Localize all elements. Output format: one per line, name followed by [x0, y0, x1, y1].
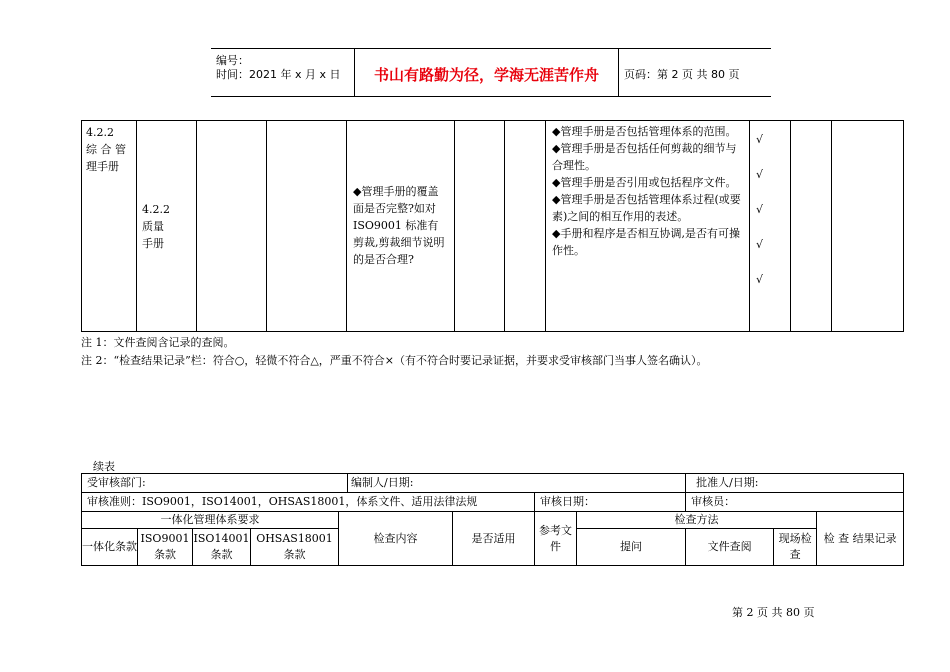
col-iso14001: ISO14001 条款 [193, 529, 251, 566]
empty-cell [832, 121, 904, 332]
auditor: 审核员： [686, 493, 904, 512]
check-mark: √ [756, 203, 764, 216]
col-iso9001: ISO9001 条款 [138, 529, 193, 566]
sub-clause-number: 4.2.2 [142, 203, 170, 216]
motto: 书山有路勤为径，学海无涯苦作舟 [373, 66, 599, 84]
empty-cell [505, 121, 546, 332]
empty-cell [791, 121, 832, 332]
empty-cell [455, 121, 505, 332]
question-item: ◆管理手册是否包括管理体系过程(或要素)之间的相互作用的表述。 [552, 193, 741, 223]
check-marks-cell [750, 121, 791, 332]
applicable-header: 是否适用 [453, 512, 535, 566]
audit-table [81, 120, 904, 332]
header-bottom-rule [211, 96, 771, 97]
col-doc: 文件查阅 [686, 529, 774, 566]
clause-name: 综 合 管 理手册 [86, 143, 126, 173]
check-mark: √ [756, 168, 764, 181]
question-item: ◆管理手册是否包括管理体系的范围。 [552, 125, 737, 138]
questions-cell [546, 121, 750, 332]
sub-clause-cell [137, 121, 197, 332]
empty-cell [267, 121, 347, 332]
col-integrated: 一体化条款 [82, 529, 138, 566]
audited-dept: 受审核部门: [82, 474, 348, 493]
col-ask: 提问 [577, 529, 686, 566]
check-method-header: 检查方法 [577, 512, 817, 529]
result-header: 检 查 结果记录 [817, 512, 904, 566]
continued-title: 续表 [93, 460, 115, 473]
check-content-header: 检查内容 [339, 512, 453, 566]
question-item: ◆手册和程序是否相互协调,是否有可操作性。 [552, 227, 740, 257]
serial-label: 编号： [216, 54, 249, 67]
question-item: ◆管理手册是否引用或包括程序文件。 [552, 176, 737, 189]
header-top-rule [211, 48, 771, 49]
header-divider [618, 48, 619, 96]
time-label: 时间：2021 年 x 月 x 日 [216, 68, 341, 81]
note-2: 注 2：“检查结果记录”栏：符合○，轻微不符合△，严重不符合×（有不符合时要记录证据，并要求受审核部门当事人签名确认）。 [81, 354, 708, 367]
clause-cell [82, 121, 137, 332]
sub-clause-name: 手册 [142, 237, 164, 250]
page-code: 页码：第 2 页 共 80 页 [624, 68, 740, 81]
col-ohsas: OHSAS18001 条款 [251, 529, 339, 566]
prepared-by: 编制人/日期: [348, 474, 686, 493]
empty-cell [197, 121, 267, 332]
audit-criteria: 审核准则：ISO9001，ISO14001，OHSAS18001，体系文件、适用法律法规 [82, 493, 535, 512]
clause-number: 4.2.2 [86, 126, 114, 139]
integrated-requirements-header: 一体化管理体系要求 [82, 512, 339, 529]
question-item: ◆管理手册是否包括任何剪裁的细节与合理性。 [552, 142, 737, 172]
audit-date: 审核日期： [535, 493, 686, 512]
check-content-cell [347, 121, 455, 332]
check-mark: √ [756, 273, 764, 286]
approved-by: 批准人/日期: [686, 474, 904, 493]
reference-header: 参考文件 [535, 512, 577, 566]
sub-clause-name: 质量 [142, 220, 164, 233]
check-mark: √ [756, 133, 764, 146]
check-content-text: ◆管理手册的覆盖面是否完整?如对ISO9001 标准有剪裁,剪裁细节说明的是否合理? [353, 185, 445, 266]
check-mark: √ [756, 238, 764, 251]
col-site: 现场检查 [774, 529, 817, 566]
footer-page: 第 2 页 共 80 页 [732, 606, 815, 619]
continued-table [81, 473, 904, 566]
note-1: 注 1：文件查阅含记录的查阅。 [81, 336, 235, 349]
